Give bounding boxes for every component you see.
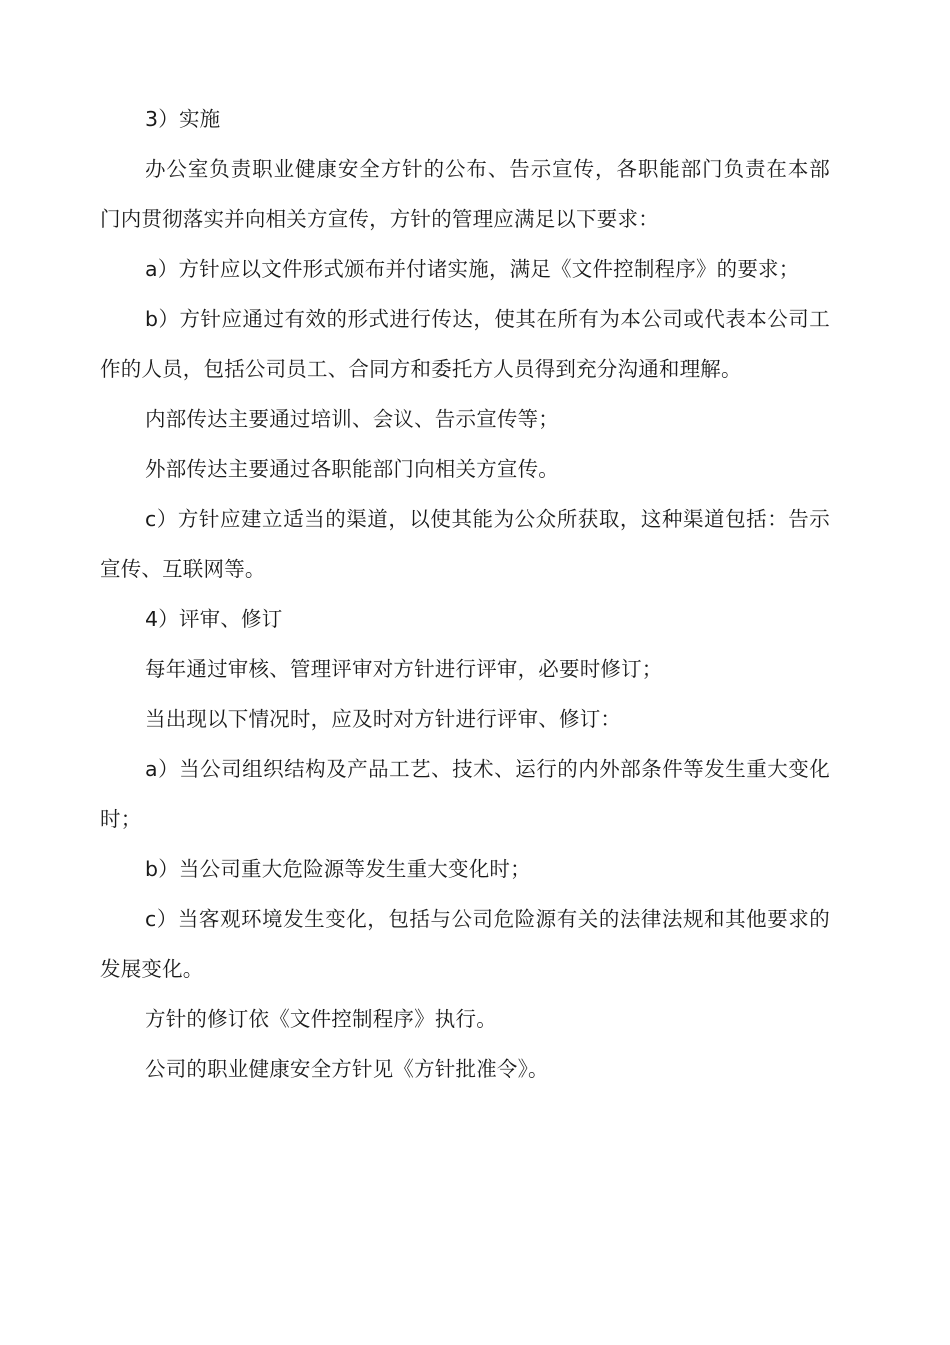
paragraph-line: 公司的职业健康安全方针见《方针批准令》。 (145, 1057, 549, 1081)
list-item-c: c）当客观环境发生变化，包括与公司危险源有关的法律法规和其他要求的 (145, 907, 830, 931)
paragraph-line: 当出现以下情况时，应及时对方针进行评审、修订： (145, 707, 622, 731)
paragraph-line: 外部传达主要通过各职能部门向相关方宣传。 (145, 457, 559, 481)
paragraph-line: 每年通过审核、管理评审对方针进行评审，必要时修订； (145, 657, 663, 681)
list-item-c: c）方针应建立适当的渠道，以使其能为公众所获取，这种渠道包括：告示 (145, 507, 830, 531)
list-item-a: a）方针应以文件形式颁布并付诸实施，满足《文件控制程序》的要求； (145, 257, 800, 281)
paragraph-line: 时； (100, 807, 142, 831)
paragraph-line: 作的人员，包括公司员工、合同方和委托方人员得到充分沟通和理解。 (100, 357, 742, 381)
list-item-a: a）当公司组织结构及产品工艺、技术、运行的内外部条件等发生重大变化 (145, 757, 830, 781)
paragraph-line: 发展变化。 (100, 957, 204, 981)
list-item-b: b）方针应通过有效的形式进行传达，使其在所有为本公司或代表本公司工 (145, 307, 830, 331)
paragraph-line: 内部传达主要通过培训、会议、告示宣传等； (145, 407, 559, 431)
list-item-b: b）当公司重大危险源等发生重大变化时； (145, 857, 531, 881)
paragraph-line: 办公室负责职业健康安全方针的公布、告示宣传，各职能部门负责在本部 (145, 157, 830, 181)
paragraph-line: 方针的修订依《文件控制程序》执行。 (145, 1007, 497, 1031)
document-body (100, 94, 830, 1094)
paragraph-line: 宣传、互联网等。 (100, 557, 266, 581)
paragraph-line: 门内贯彻落实并向相关方宣传，方针的管理应满足以下要求： (100, 207, 659, 231)
section-heading-implementation: 3）实施 (145, 107, 221, 131)
section-heading-review: 4）评审、修订 (145, 607, 283, 631)
